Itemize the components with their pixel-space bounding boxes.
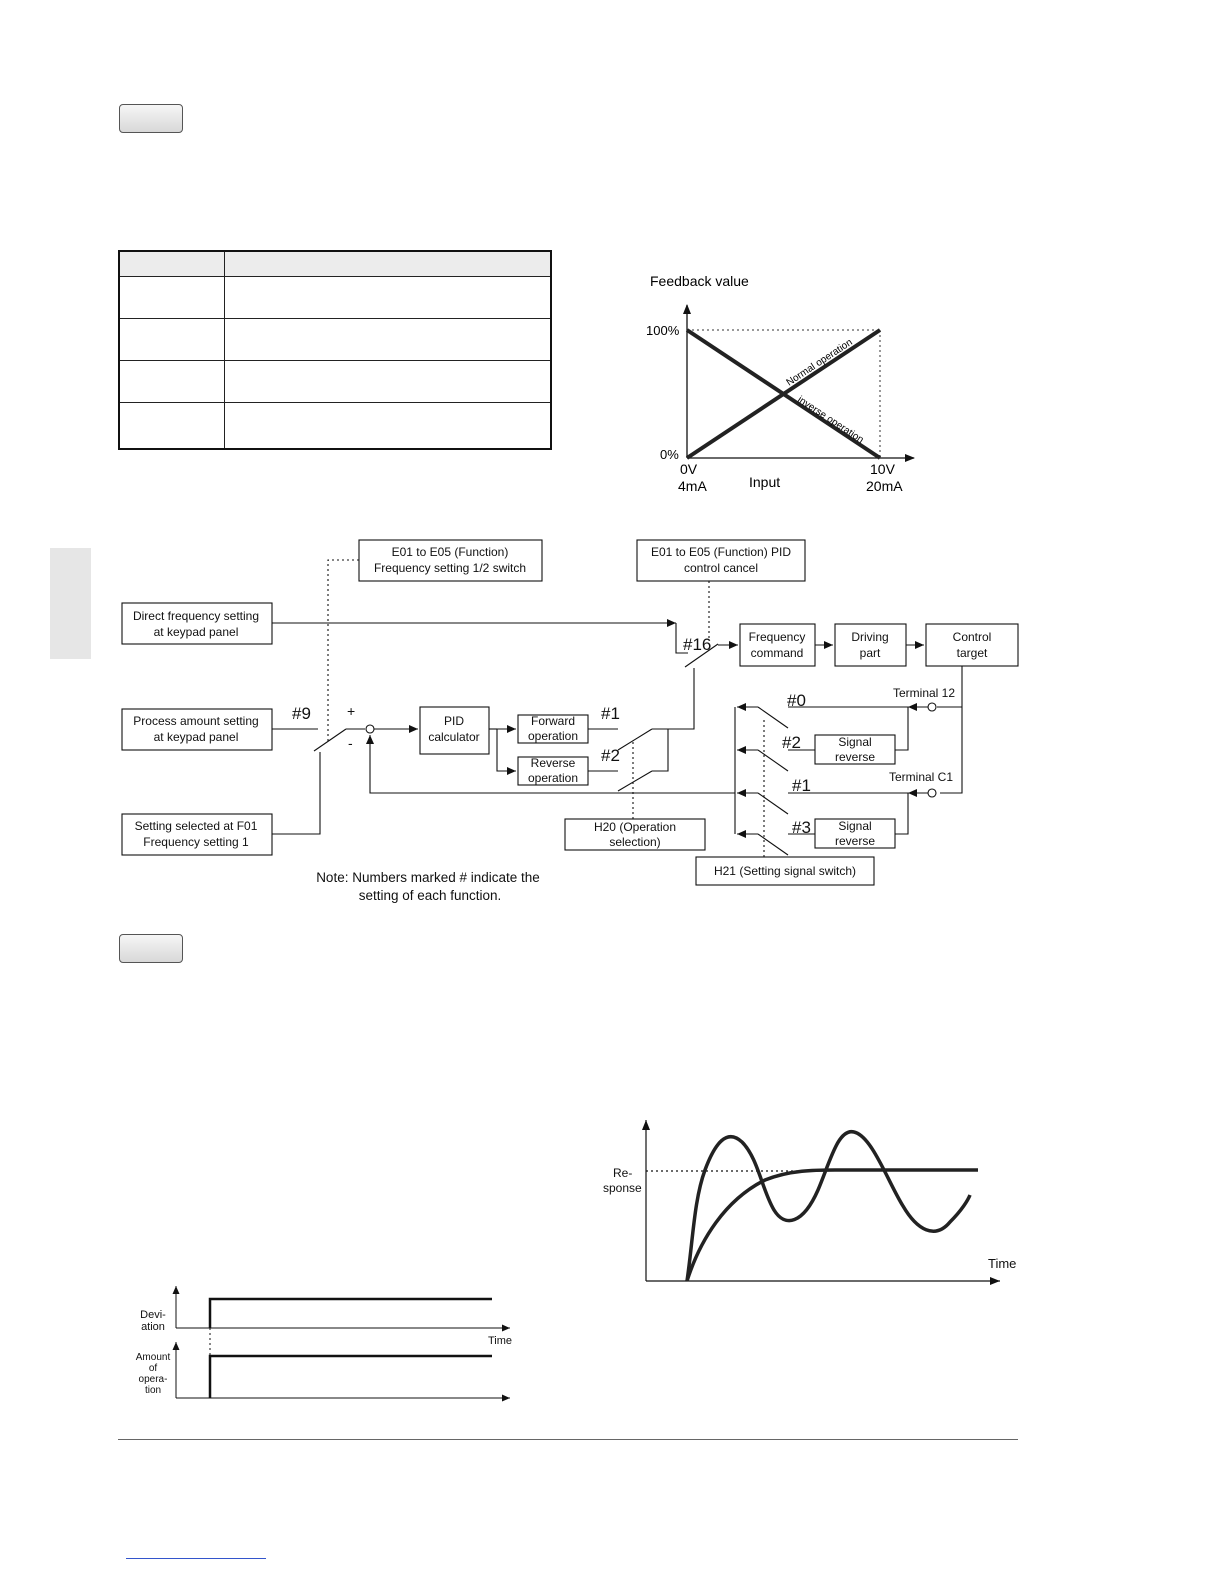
signal-reverse-1-text-1: Signal — [838, 735, 872, 749]
graph-title: Feedback value — [650, 273, 749, 289]
x-left-label-2: 4mA — [678, 478, 707, 494]
terminal-12-label: Terminal 12 — [893, 686, 956, 700]
freq-cmd-text-2: command — [750, 646, 804, 660]
to-reverse — [497, 729, 516, 771]
f01-text-1: Setting selected at F01 — [134, 819, 258, 833]
reverse-text-2: operation — [527, 771, 579, 785]
driving-text-1: Driving — [851, 630, 889, 644]
h21-text: H21 (Setting signal switch) — [713, 864, 857, 878]
feedback-graph — [640, 270, 930, 500]
process-text-1: Process amount setting — [133, 714, 259, 728]
y-bottom-label: 0% — [660, 447, 679, 462]
terminal-12-node — [928, 703, 936, 711]
reverse-text-1: Reverse — [530, 756, 576, 770]
pid-cancel-text-1: E01 to E05 (Function) PID — [650, 545, 792, 559]
settings-table — [118, 250, 552, 450]
x-right-label-1: 10V — [870, 461, 895, 477]
table-cell — [119, 277, 225, 319]
driving-text-2: part — [859, 646, 881, 660]
table-row — [119, 361, 551, 403]
table-header-cell — [225, 251, 552, 277]
table-cell — [119, 403, 225, 450]
sum-plus-sign: + — [347, 703, 356, 719]
summing-junction — [366, 725, 374, 733]
terminal-c1-node — [928, 789, 936, 797]
direct-text-1: Direct frequency setting — [132, 609, 260, 623]
forward-text-2: operation — [527, 729, 579, 743]
forward-text-1: Forward — [530, 714, 576, 728]
freq-switch-text-1: E01 to E05 (Function) — [391, 545, 509, 559]
footer-link-underline — [126, 1558, 266, 1559]
f01-text-2: Frequency setting 1 — [143, 835, 249, 849]
section-tab-2 — [119, 934, 183, 963]
terminal-c1-label: Terminal C1 — [889, 770, 954, 784]
dev-label-2: ation — [141, 1321, 165, 1333]
x-mid-label: Input — [749, 474, 781, 490]
setting-16: #16 — [683, 635, 712, 654]
normal-operation-label: Normal operation — [784, 336, 855, 389]
table-cell — [119, 319, 225, 361]
setting-9: #9 — [292, 704, 311, 723]
signal-reverse-1-text-2: reverse — [834, 750, 876, 764]
table-cell — [225, 361, 552, 403]
y-top-label: 100% — [646, 323, 680, 338]
table-cell — [225, 277, 552, 319]
setting-3: #3 — [792, 818, 811, 837]
sum-minus-sign: - — [348, 735, 353, 751]
setting-1b: #1 — [792, 776, 811, 795]
resp-time-label: Time — [988, 1256, 1017, 1271]
response-graph — [598, 1115, 1023, 1290]
x-left-label-1: 0V — [680, 461, 698, 477]
switch-h21-2 — [758, 750, 788, 771]
switch-h21-0 — [758, 707, 788, 728]
side-chapter-tab — [50, 548, 91, 659]
footer-rule — [118, 1439, 1018, 1440]
h20-text-2: selection) — [609, 835, 661, 849]
note-line-2: setting of each function. — [358, 888, 502, 903]
amt-label-1: Amount — [135, 1352, 171, 1363]
signal-reverse-2-text-1: Signal — [838, 819, 872, 833]
table-row — [119, 403, 551, 450]
h20-up — [668, 668, 694, 729]
deviation-step — [210, 1299, 492, 1328]
direct-text-2: at keypad panel — [153, 625, 239, 639]
response-label-2: sponse — [603, 1181, 642, 1195]
freq-cmd-text-1: Frequency — [748, 630, 806, 644]
h20-text-1: H20 (Operation — [593, 820, 677, 834]
signal-reverse-2-text-2: reverse — [834, 834, 876, 848]
x-right-label-2: 20mA — [866, 478, 903, 494]
pid-text-2: calculator — [428, 730, 480, 744]
c1-to-sr2 — [895, 793, 908, 834]
f01-path — [272, 752, 320, 834]
pid-text-1: PID — [443, 714, 465, 728]
amt-label-4: tion — [144, 1385, 162, 1396]
setting-2b: #2 — [782, 733, 801, 752]
amt-label-3: opera- — [138, 1374, 168, 1385]
switch-h21-3 — [758, 834, 788, 855]
table-cell — [225, 403, 552, 450]
setting-2a: #2 — [601, 746, 620, 765]
control-text-1: Control — [952, 630, 992, 644]
table-cell — [225, 319, 552, 361]
process-text-2: at keypad panel — [153, 730, 239, 744]
switch-9 — [314, 729, 346, 751]
switch-h20-a — [618, 729, 652, 750]
table-cell — [119, 361, 225, 403]
inverse-operation-label: inverse operation — [795, 394, 866, 446]
section-tab-1 — [119, 104, 183, 133]
switch-h21-1 — [758, 793, 788, 814]
table-header-row — [119, 251, 551, 277]
h20-join — [652, 729, 668, 771]
damped-response — [687, 1170, 978, 1281]
freq-switch-text-2: Frequency setting 1/2 switch — [373, 561, 527, 575]
table-row — [119, 277, 551, 319]
pid-cancel-text-2: control cancel — [683, 561, 759, 575]
note-line-1: Note: Numbers marked # indicate the — [316, 870, 540, 885]
time-label: Time — [487, 1335, 513, 1347]
switch-h20-b — [618, 771, 652, 791]
amt-label-2: of — [148, 1363, 158, 1374]
t12-to-sr1 — [895, 707, 908, 750]
control-text-2: target — [956, 646, 988, 660]
pid-block-diagram — [110, 530, 1030, 910]
operation-step — [210, 1356, 492, 1398]
setting-1a: #1 — [601, 704, 620, 723]
response-label-1: Re- — [613, 1166, 633, 1180]
deviation-graph — [125, 1280, 525, 1410]
table-header-cell — [119, 251, 225, 277]
table-row — [119, 319, 551, 361]
dev-label-1: Devi- — [140, 1309, 166, 1321]
setting-0: #0 — [787, 691, 806, 710]
